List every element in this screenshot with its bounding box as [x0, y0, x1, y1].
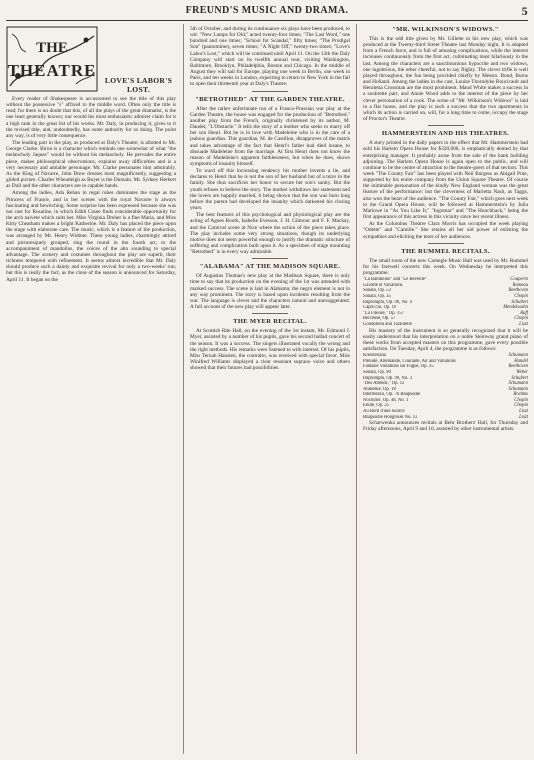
- paragraph: To ward off this increasing tendency his mother invents a lie, and declares to Henri that he is not the son of her husband but of a tutor in the family. She thus sacrifices her honor to secure her son's sanity. But the youth refuses to believe the story. The mother withdraws her statement and the lovers are happily married, it being shown that the son was born long before the parent had developed the insanity which darkened his closing years.: [190, 168, 350, 212]
- column-divider: [183, 24, 184, 754]
- programme-piece: Au Bord d'une Source: [363, 409, 405, 415]
- programme-composer: Rameau: [512, 282, 528, 288]
- paragraph: The best features of this psychological and physiological play are the acting of Agnes Booth, Isabelle Evesson, J. H. Gilmour and F. F. Mackay, and the Carnival scene at Nice where the action of the piece takes place. The play includes some very strong situations, though its underlying motive does not seem powerful enough to justify the dramatic structure of suffering and complication built upon it. As a specimen of stage mounting "Betrothed" is in every way admirable.: [190, 212, 350, 256]
- paragraph: Among the ladies, Ada Rehan in regal robes dominates the stage as the Princess of France, and in her scenes with the royal Navarre is always fascinating and bewitching. Some surprise has been expressed because she was not cast for Rosaline, in which Edith Crane finds considerable opportunity for the arch naivete which suits her. Miss Virginia Dreher is a fine Maria, and Miss Kitty Cheatham makes a bright Katherine. Mr. Daly has placed the piece upon the stage with elaborate care. The music, which is a feature of the production, was arranged by Mr. Henry Widmer. These young ladies, charmingly attired and picturesquely grouped, sing the round in the fourth act, to the accompaniment of mandolins, the voices of the alto sounding to special advantage. The scenery and costumes throughout the play are superb, their richness tempered with refinement. It seems almost incredible that Mr. Daly should produce such a dainty and exquisite revival for only a two-weeks' run; but this is really the fact, as the close of the season is announced for Saturday, April 11. It began on the: [6, 190, 176, 283]
- paragraph: After the rather unfortunate run of a Franco-Prussian war play at the Garden Theatre, the house was engaged for the production of "Betrothed," another play from the French, originally christened by its author, M. Daudet, "L'Obstacle." It tells the story of a mother who seeks to marry off her son Henri. But he is in love with Madeleine who is in the care of a jealous guardian. This guardian, M. de Castillon, disapproves of the match and takes advantage of the fact that Henri's father had died insane, to dissuade Madeleine from the marriage. At first Henri does not know the reason of Madeleine's apparent faithlessness, but when he does, shows symptoms of insanity himself.: [190, 105, 350, 167]
- programme-piece: Capriccio, Op. 16: [363, 305, 397, 311]
- programme-composer: Brahms: [513, 392, 528, 398]
- programme-piece: Fantasie Variations sur Fugue, Op. 35: [363, 364, 434, 370]
- programme-composer: Chopin: [514, 316, 528, 322]
- section-rule: [428, 125, 464, 126]
- programme-list: [363, 277, 528, 327]
- paragraph: Scharwenka announces recitals at Behr Brothers' Hall, for Thursday and Friday afternoons, April 9 and 10, assisted by other instrumental artists.: [363, 420, 528, 433]
- programme-list: [363, 353, 528, 420]
- column-divider: [356, 24, 357, 754]
- programme-composer: Handel: [514, 358, 528, 364]
- programme-piece: Kreisleriana: [363, 353, 386, 359]
- programme-composer: Schubert: [511, 375, 528, 381]
- programme-composer: Raff: [520, 310, 528, 316]
- programme-piece: Nocturne, Op. 48, No. 1: [363, 397, 409, 403]
- heading-loves-labors-lost: LOVE'S LABOR'S LOST.: [104, 76, 173, 94]
- publication-title: FREUND'S MUSIC AND DRAMA.: [185, 5, 349, 16]
- section-rule: [252, 258, 288, 259]
- programme-piece: Arabeske, Op. 18: [363, 386, 396, 392]
- paragraph: 5th of October, and during its continuance six plays have been produced, to wit: "New Lamps for Old," acted twenty-four times; "The Last Word," one hundred and one times; "School for Scandal," fifty times; "The Prodigal Son" (pantomime), seven times; "A Night Off," twenty-two times; "Love's Labor's Lost," which will be continued until April 11. On the 13th the Daly Company will start on its twelfth annual tour, visiting Washington, Baltimore, Brooklyn, Philadelphia, Boston and Chicago. In the middle of August they will sail for Europe, playing one week in Berlin, one week in Paris, and ten weeks in London, expecting to return to New York in the fall to open their thirteenth year at Daly's Theatre.: [190, 26, 350, 88]
- paragraph: At the Columbus Theatre Clara Morris has occupied the week playing "Odette" and "Camille." She retains all her old power of enlisting the sympathies and eliciting the tears of her audiences.: [363, 221, 528, 240]
- programme-piece: "La Bandoline" and "Le Reveille": [363, 277, 427, 283]
- column-3: [363, 26, 528, 754]
- programme-composer: Schubert: [511, 299, 528, 305]
- programme-composer: Schumann: [508, 381, 528, 387]
- programme-piece: Intermezzo, Op. 76 Rhapsodie: [363, 392, 421, 398]
- programme-composer: Liszt: [519, 409, 528, 415]
- heading-hammerstein: HAMMERSTEIN AND HIS THEATRES.: [381, 130, 510, 138]
- section-rule: [252, 91, 288, 92]
- page-number: 5: [521, 4, 528, 18]
- header-rule: [6, 20, 528, 21]
- programme-piece: Impromptu, Op. 90, No. 3: [363, 375, 412, 381]
- programme-composer: Beethoven: [508, 288, 528, 294]
- svg-text:THEATRE: THEATRE: [7, 61, 97, 80]
- programme-piece: Rhapsodie Hongroise No. 12: [363, 414, 418, 420]
- programme-composer: Mendelssohn: [503, 305, 528, 311]
- paragraph: The leading part in the play, as produced at Daly's Theatre, is allotted to Mr. George Clarke. Biron is a character which reminds one somewhat of what "the melancholy Jaques" would be without his melancholy. He pervades the entire piece, makes philosophical observations, explains away difficulties and is a very necessary and amiable personage. Mr. Clarke personates him admirably. As the King of Navarre, John Drew dresses most magnificently, suggesting a gilded picture. Charles Wheatleigh as Boyet is the Dumain. Mr. Sydney Herbert as Dull and the other characters are in capable hands.: [6, 140, 176, 190]
- programme-composer: Chopin: [514, 403, 528, 409]
- programme-piece: "La Fileuse," Op. 157: [363, 310, 404, 316]
- paragraph: Every reader of Shakespeare is accustomed to see the title of this play without the possessive "s" affixed to the middle word. Often only the title is read; for there is no doubt that this, of all the plays of the great dramatist, is the one least generally known; nor would his most enthusiastic admirer claim for it a high rank in the great list of his works. Mr. Daly, in producing it, gives to it the revised title, and, undoubtedly, has some authority for so doing. The point any way, is of very little consequence.: [6, 96, 176, 139]
- programme-piece: Sonata, Op. 90: [363, 369, 391, 375]
- heading-rummel-recitals: THE RUMMEL RECITALS.: [401, 247, 490, 255]
- programme-piece: Impromptu, Op. 90, No. 4: [363, 299, 412, 305]
- paragraph: Of Augustus Thomas's new play at the Madison Square, there is only time to say that its production on the evening of the 1st was attended with marked success. The scene is laid in Alabama; the negro element is not in any way prominent. The story is based upon incidents resulting from the war. The language is clever and the characters natural and unexaggerated. A full account of the new play will appear later.: [190, 273, 350, 311]
- svg-text:THE: THE: [36, 40, 68, 56]
- programme-composer: Weber: [516, 369, 528, 375]
- heading-betrothed: "BETROTHED" AT THE GARDEN THEATRE.: [195, 95, 345, 103]
- programme-piece: Sonata, Op. 53: [363, 288, 391, 294]
- section-rule: [428, 243, 464, 244]
- programme-composer: Chopin: [514, 397, 528, 403]
- programme-piece: Sonata, Op. 35: [363, 293, 391, 299]
- running-head: [6, 5, 528, 19]
- the-theatre-logo: [6, 26, 98, 92]
- programme-composer: Liszt: [519, 321, 528, 327]
- paragraph: The small room of the new Carnegie Music Hall was used by Mr. Rummel for his farewell concerts this week. On Wednesday he interpreted this programme:: [363, 257, 528, 276]
- programme-piece: Berceuse, Op. 57: [363, 316, 396, 322]
- heading-wilkinsons-widows: "MR. WILKINSON'S WIDOWS.": [392, 26, 499, 33]
- programme-composer: Liszt: [519, 414, 528, 420]
- column-2: [190, 26, 350, 754]
- programme-composer: Beethoven: [508, 364, 528, 370]
- section-rule: [252, 313, 288, 314]
- programme-piece: Gavotte et Variations: [363, 282, 403, 288]
- heading-alabama: "ALABAMA" AT THE MADISON SQUARE.: [199, 263, 341, 271]
- programme-piece: Etude, Op. 25: [363, 403, 390, 409]
- paragraph: This is the odd title given by Mr. Gillette to his new play, which was produced at the Twenty-third Street Theatre last Monday night. It is adapted from a French farce, and is full of amusing complications, while the interest increases continuously from the first act, culminating most hilariously in the last. Among the characters are a sanctimonious hypocrite and two widows, one lugubrious, the other cheerful, not to say flighty. The clever trifle is well played throughout, the fun being provided chiefly by Messrs. Bond, Burns and Holland. Among the ladies in the cast, Louise Thorndyke Boucicault and Henrietta Crossman are the most prominent. Maud White makes a success in a soubrette part, and Annie Wood adds to the interest of the piece by her clever personation of a cook. The scene of "Mr. Wilkinson's Widows" is laid in a flat house, and the play is such a success that the two apartments in which its action is carried on, will, for a long time to come, occupy the stage of Proctor's Theatre.: [363, 36, 528, 123]
- programme-piece: Prelude, Allemande, Courante, Air and Variations: [363, 358, 456, 364]
- programme-composer: Couperin: [510, 277, 528, 283]
- programme-piece: "Des Abends," Op. 12: [363, 381, 405, 387]
- programme-composer: Chopin: [514, 293, 528, 299]
- programme-composer: Schumann: [508, 353, 528, 359]
- paragraph: His mastery of the instrument is so generally recognized that it will be easily understood that his interpretation on a noble Steinway grand piano of these works from accepted masters on this programme, gave every possible satisfaction. On Tuesday, April 4, the programme is as follows:: [363, 327, 528, 352]
- paragraph: At Scottish Rite Hall, on the evening of the 1st instant, Mr. Edmund J. Myer, assisted by a number of his pupils, gave his second ballad concert of the season. It was a success. The singers illustrated vocally the wrong and the right methods. His remarks were listened to with interest. Of his pupils, Miss Ternah Hansien, the contralto, was received with special favor. Miss Winifred Williams displayed a clear resonant soprano voice and others showed that their futures had possibilities.: [190, 328, 350, 372]
- column-1: [6, 26, 176, 754]
- programme-composer: Schumann: [508, 386, 528, 392]
- paragraph: A story printed in the daily papers to the effect that Mr. Hammerstein had sold his Harlem Opera House for $320,000, is emphatically denied by that enterprising manager. It probably arose from the sale of the bank building adjoining. The Harlem Opera House is again open to the public, and will continue to be the centre of attraction to the theatre-goers of that section. This week "The County Fair" has been played with Neil Burgess as Abigail Prue, supported by his entire company from the Union Square Theatre. Of course the inimitable personation of the kindly New England woman was the great feature of the performance; but the cleverness of Marietta Nash, as Taggs, also won the heart of the audience. "The County Fair," which goes next week to the Grand Opera House, will be followed at Hammerstein's by Julia Marlowe in "As You Like It," "Ingomar" and "The Hunchback," being the first appearance of this actress in this vicinity since her recent illness.: [363, 140, 528, 221]
- programme-piece: Gondoliera and Tarantelle: [363, 321, 412, 327]
- heading-myer-recital: THE MYER RECITAL.: [233, 318, 307, 326]
